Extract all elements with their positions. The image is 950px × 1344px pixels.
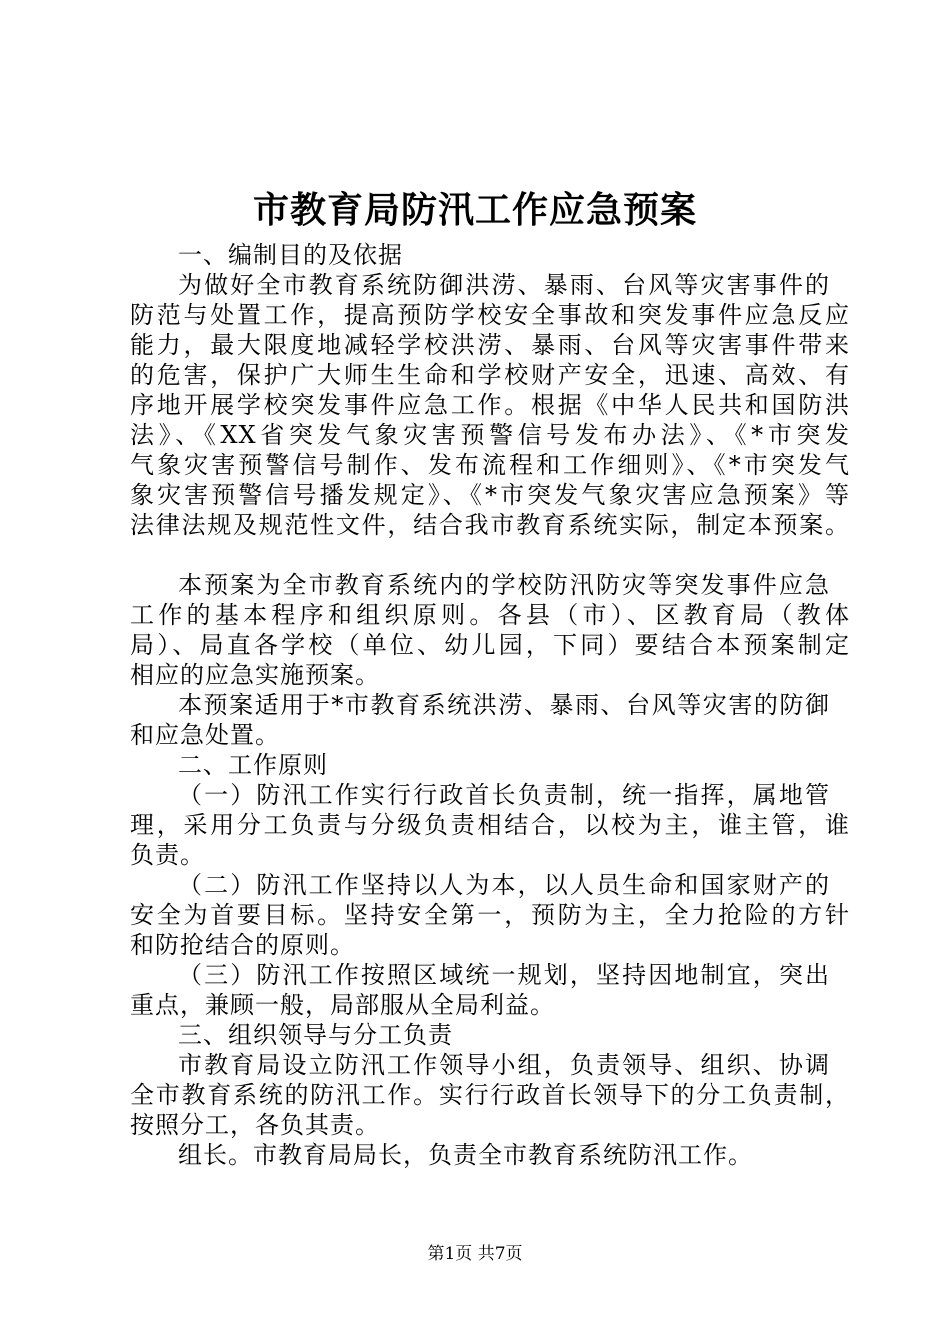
paragraph-line: 序地开展学校突发事件应急工作。根据《中华人民共和国防洪: [130, 391, 850, 419]
paragraph-line: 局）、局直各学校（单位、幼儿园，下同）要结合本预案制定: [130, 631, 850, 659]
paragraph-line: 重点，兼顾一般，局部服从全局利益。: [130, 991, 555, 1019]
paragraph-line: 组长。市教育局局长，负责全市教育系统防汛工作。: [178, 1141, 753, 1169]
paragraph-line: 相应的应急实施预案。: [130, 661, 380, 689]
paragraph-line: 象灾害预警信号播发规定》、《*市突发气象灾害应急预案》等: [130, 481, 850, 509]
document-title: 市教育局防汛工作应急预案: [252, 189, 697, 231]
paragraph-line: （三）防汛工作按照区域统一规划，坚持因地制宜，突出: [178, 961, 830, 989]
paragraph-line: （一）防汛工作实行行政首长负责制，统一指挥，属地管: [178, 781, 830, 809]
paragraph-line: 为做好全市教育系统防御洪涝、暴雨、台风等灾害事件的: [178, 271, 830, 299]
paragraph-line: 防范与处置工作，提高预防学校安全事故和突发事件应急反应: [130, 301, 850, 329]
paragraph-line: 按照分工，各负其责。: [130, 1111, 380, 1139]
paragraph-line: （二）防汛工作坚持以人为本，以人员生命和国家财产的: [178, 871, 830, 899]
paragraph-line: 工作的基本程序和组织原则。各县（市）、区教育局（教体: [130, 601, 850, 629]
paragraph-line: 本预案为全市教育系统内的学校防汛防灾等突发事件应急: [178, 571, 830, 599]
paragraph-line: 法律法规及规范性文件，结合我市教育系统实际，制定本预案。: [130, 511, 850, 539]
paragraph-line: 安全为首要目标。坚持安全第一，预防为主，全力抢险的方针: [130, 901, 850, 929]
section-heading: 三、组织领导与分工负责: [178, 1021, 453, 1049]
paragraph-line: 本预案适用于*市教育系统洪涝、暴雨、台风等灾害的防御: [178, 691, 830, 719]
paragraph-line: 法》、《XX省突发气象灾害预警信号发布办法》、《*市突发: [130, 421, 850, 449]
paragraph-line: 理，采用分工负责与分级负责相结合，以校为主，谁主管，谁: [130, 811, 850, 839]
paragraph-line: 和应急处置。: [130, 721, 280, 749]
paragraph-line: 的危害，保护广大师生生命和学校财产安全，迅速、高效、有: [130, 361, 850, 389]
paragraph-line: 全市教育系统的防汛工作。实行行政首长领导下的分工负责制，: [130, 1081, 850, 1109]
page-footer: 第1页 共7页: [427, 1244, 523, 1264]
paragraph-line: 和防抢结合的原则。: [130, 931, 355, 959]
section-heading: 一、编制目的及依据: [178, 241, 403, 269]
section-heading: 二、工作原则: [178, 751, 328, 779]
paragraph-line: 能力，最大限度地减轻学校洪涝、暴雨、台风等灾害事件带来: [130, 331, 850, 359]
paragraph-line: 市教育局设立防汛工作领导小组，负责领导、组织、协调: [178, 1051, 830, 1079]
paragraph-line: 负责。: [130, 841, 205, 869]
paragraph-line: 气象灾害预警信号制作、发布流程和工作细则》、《*市突发气: [130, 451, 850, 479]
